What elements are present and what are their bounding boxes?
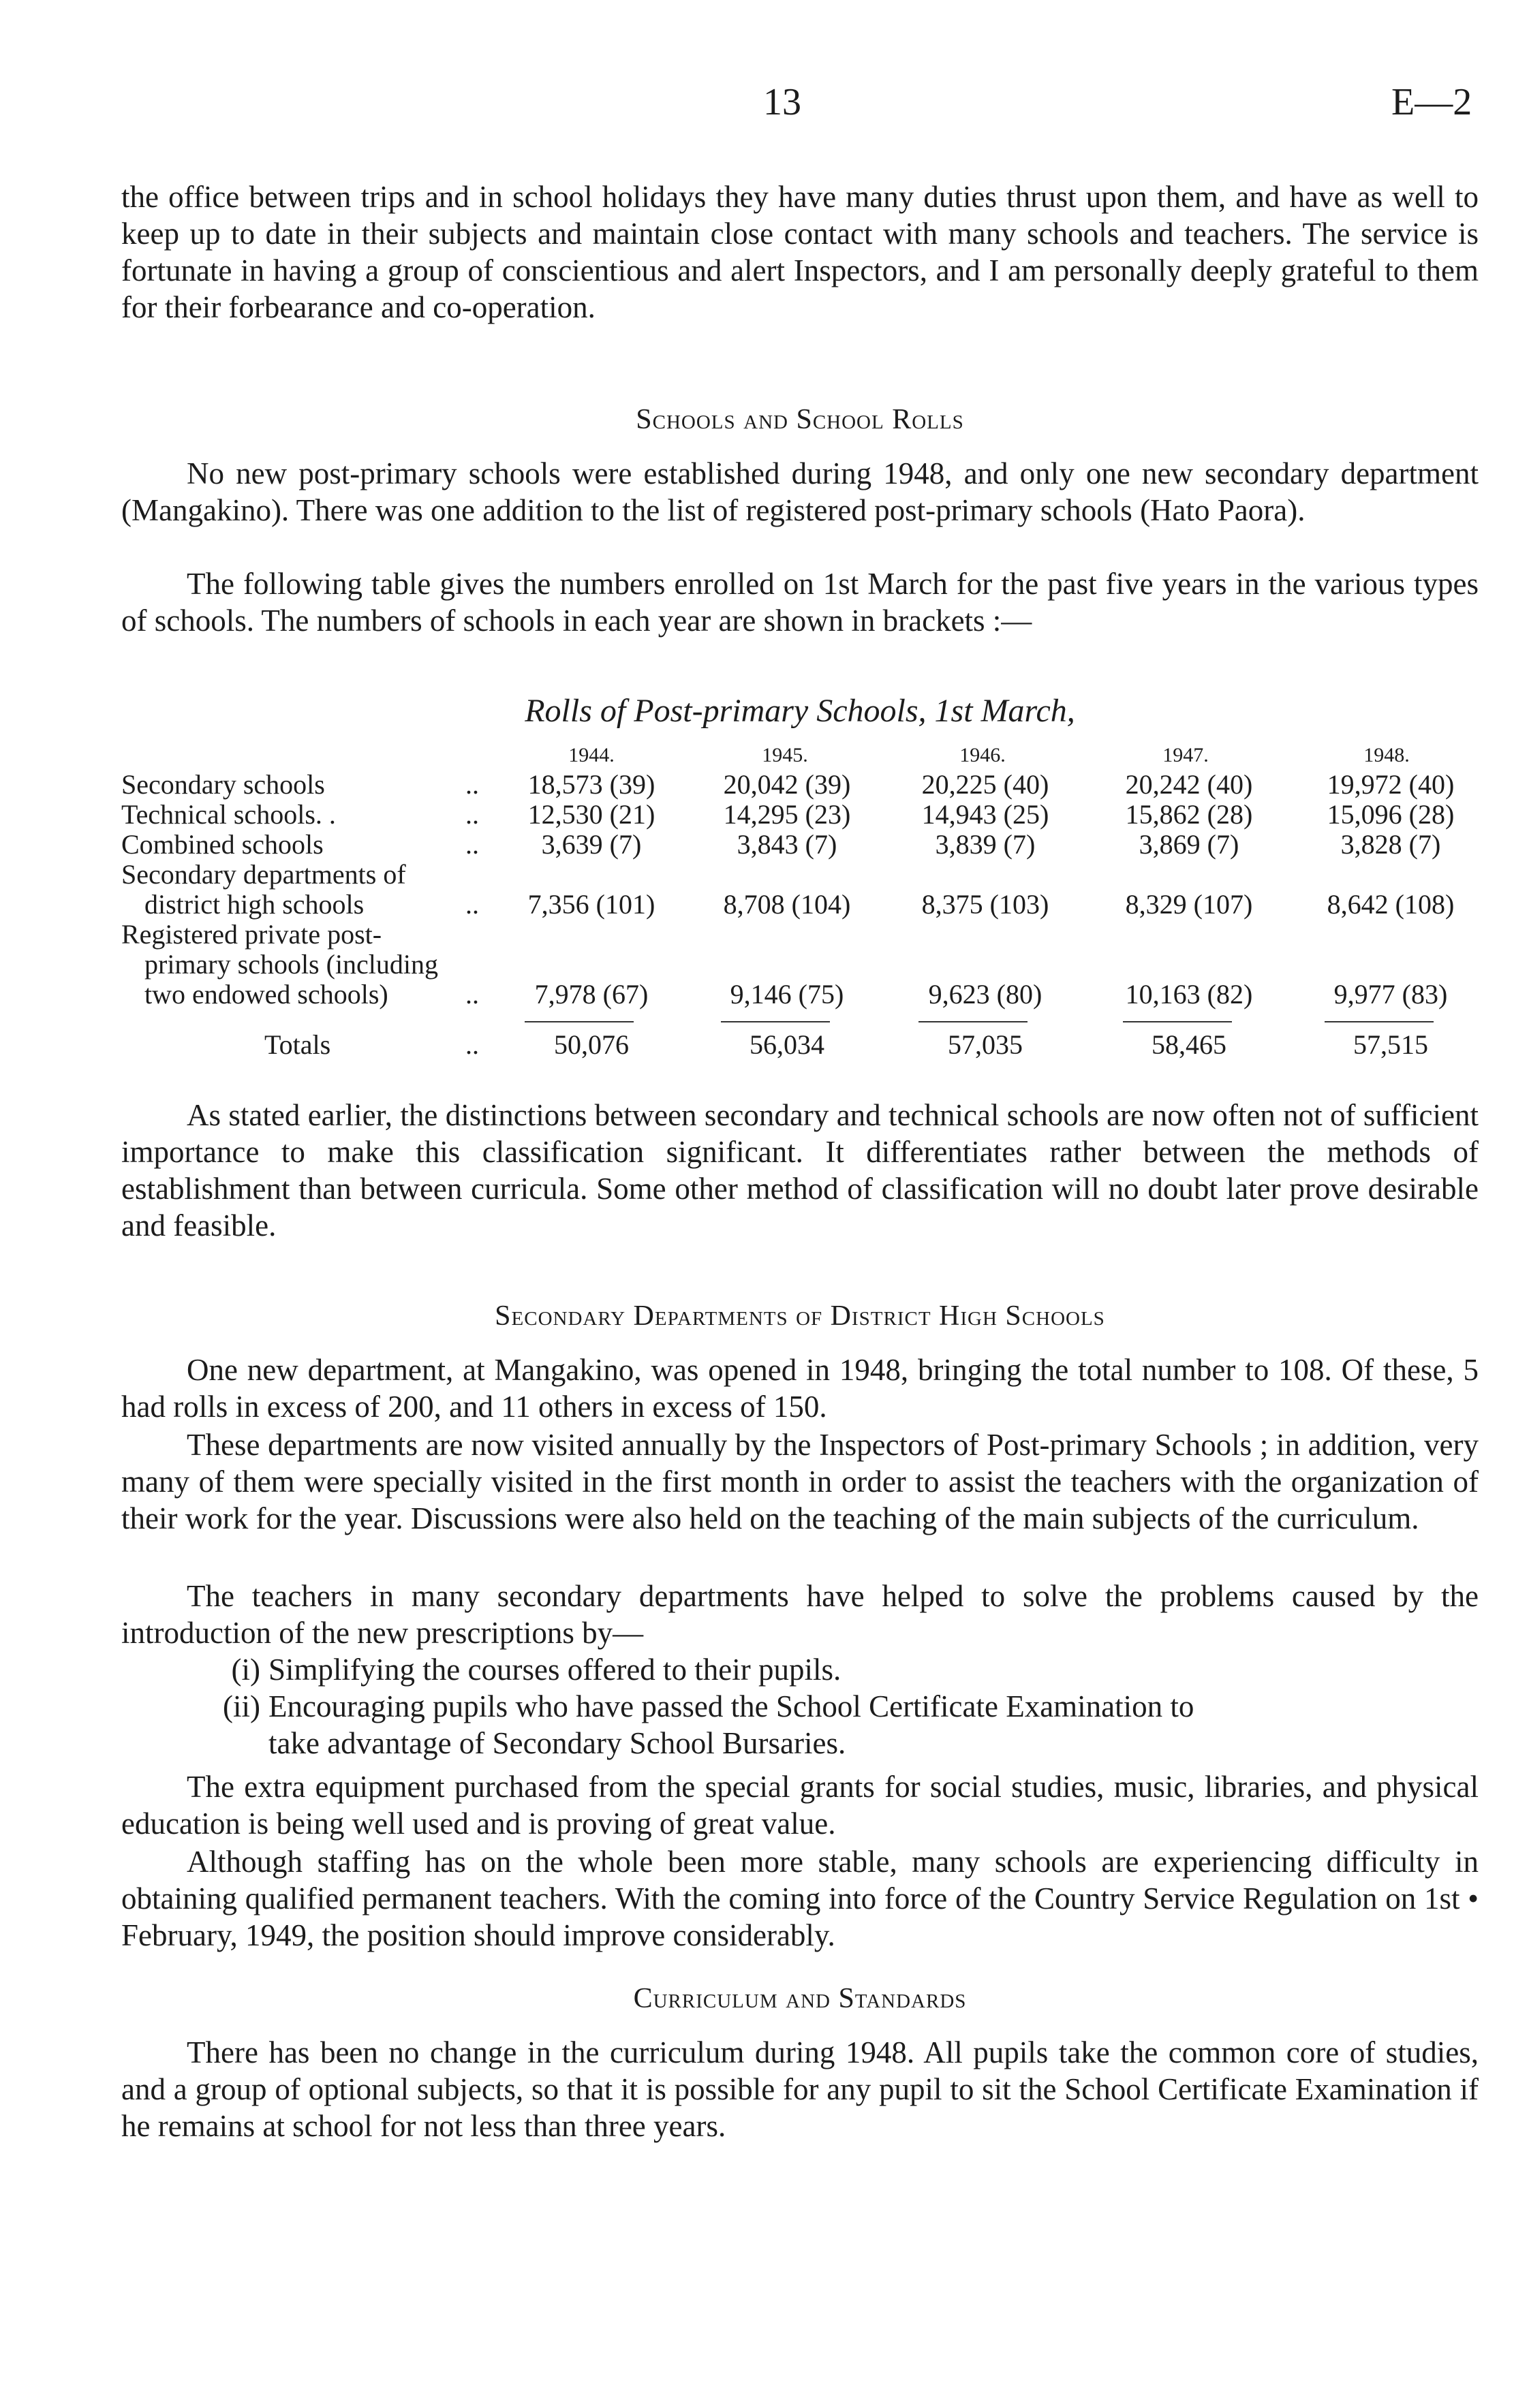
list-item-number: (i): [231, 1653, 260, 1687]
cell: 15,862 (28): [1125, 799, 1253, 830]
cell: 3,639 (7): [541, 829, 642, 860]
paragraph: There has been no change in the curriculum during 1948. All pupils take the common core of studies, and a group of optional subjects, so that it is possible for any pupil to sit the School Certificate Examination if he remains at school for not less than three years.: [121, 2035, 1479, 2143]
table-row: [121, 920, 1484, 1010]
leader-dots: ..: [465, 769, 479, 800]
row-label: Combined schools: [121, 829, 324, 860]
row-label: primary schools (including: [144, 949, 439, 980]
table-row: [121, 830, 1484, 860]
cell: 8,329 (107): [1125, 889, 1253, 920]
section-heading-secondary-departments: Secondary Departments of District High Schools: [495, 1300, 1105, 1332]
cell: 7,978 (67): [534, 979, 649, 1010]
cell: 8,642 (108): [1327, 889, 1455, 920]
cell: 3,828 (7): [1340, 829, 1441, 860]
row-label: Registered private post-: [121, 919, 382, 950]
paragraph: These departments are now visited annually by the Inspectors of Post-primary Schools ; in addition, very many of them were specially visited in the first month in order to assist the teachers with the organization of their work for the year. Discussions were also held on the teaching of the main subjects of the curriculum.: [121, 1428, 1479, 1535]
cell: 15,096 (28): [1327, 799, 1455, 830]
table-row: [121, 800, 1484, 830]
intro-paragraph: the office between trips and in school holidays they have many duties thrust upon them, and have as well to keep up to date in their subjects and maintain close contact with many schools and teachers. The service is fortunate in having a group of conscientious and alert Inspectors, and I am personally deeply grateful to them for their forbearance and co-operation.: [121, 180, 1479, 324]
total-rule: [918, 1021, 1028, 1022]
cell: 18,573 (39): [527, 769, 655, 800]
year-header: 1947.: [1162, 744, 1209, 766]
cell: 56,034: [750, 1029, 824, 1060]
cell: 3,839 (7): [935, 829, 1036, 860]
paragraph: As stated earlier, the distinctions between secondary and technical schools are now often not of sufficient importance to make this classification significant. It differentiates rather between the methods of establishment than between curricula. Some other method of classification will no doubt later prove desirable and feasible.: [121, 1098, 1479, 1242]
cell: 10,163 (82): [1125, 979, 1253, 1010]
page-number: 13: [763, 81, 801, 123]
row-label: district high schools: [144, 889, 365, 920]
cell: 50,076: [554, 1029, 629, 1060]
cell: 7,356 (101): [527, 889, 655, 920]
cell: 20,042 (39): [723, 769, 851, 800]
cell: 14,943 (25): [921, 799, 1049, 830]
year-header: 1946.: [959, 744, 1006, 766]
list-item-text: Simplifying the courses offered to their pupils.: [268, 1653, 841, 1687]
cell: 57,515: [1353, 1029, 1428, 1060]
row-label: two endowed schools): [144, 979, 388, 1010]
table-row: [121, 770, 1484, 800]
table-row: [121, 860, 1484, 920]
row-label: Secondary schools: [121, 769, 325, 800]
total-rule: [1325, 1021, 1434, 1022]
section-heading-curriculum: Curriculum and Standards: [633, 1983, 967, 2014]
leader-dots: ..: [465, 889, 479, 920]
year-header: 1945.: [762, 744, 808, 766]
total-rule: [525, 1021, 634, 1022]
row-label: Secondary departments of: [121, 859, 406, 890]
list-item: [199, 1688, 1479, 1725]
cell: 3,843 (7): [737, 829, 837, 860]
paragraph: No new post-primary schools were established during 1948, and only one new secondary department (Mangakino). There was one addition to the list of registered post-primary schools (Hato Paora).: [121, 456, 1479, 527]
cell: 12,530 (21): [527, 799, 655, 830]
year-header: 1948.: [1363, 744, 1410, 766]
cell: 8,708 (104): [723, 889, 851, 920]
list-item-number: (ii): [223, 1689, 260, 1723]
paragraph: Although staffing has on the whole been more stable, many schools are experiencing difficulty in obtaining qualified permanent teachers. With the coming into force of the Country Service Regulation on 1st • February, 1949, the position should improve considerably.: [121, 1845, 1479, 1952]
paragraph: The extra equipment purchased from the special grants for social studies, music, libraries, and physical education is being well used and is proving of great value.: [121, 1770, 1479, 1841]
cell: 57,035: [948, 1029, 1023, 1060]
list-item-continuation: take advantage of Secondary School Bursaries.: [268, 1726, 846, 1760]
cell: 3,869 (7): [1139, 829, 1239, 860]
leader-dots: ..: [465, 1029, 479, 1060]
list-item: [199, 1651, 1479, 1688]
row-label: Technical schools. .: [121, 799, 336, 830]
total-rule: [1123, 1021, 1232, 1022]
table-totals-row: [121, 1030, 1484, 1060]
table-title: Rolls of Post-primary Schools, 1st March,: [525, 693, 1075, 729]
cell: 8,375 (103): [921, 889, 1049, 920]
totals-label: Totals: [264, 1029, 331, 1060]
paragraph: The following table gives the numbers enrolled on 1st March for the past five years in the various types of schools. The numbers of schools in each year are shown in brackets :—: [121, 567, 1479, 638]
cell: 14,295 (23): [723, 799, 851, 830]
cell: 20,225 (40): [921, 769, 1049, 800]
leader-dots: ..: [465, 979, 479, 1010]
cell: 9,146 (75): [730, 979, 844, 1010]
cell: 19,972 (40): [1327, 769, 1455, 800]
cell: 9,623 (80): [928, 979, 1042, 1010]
leader-dots: ..: [465, 799, 479, 830]
cell: 9,977 (83): [1333, 979, 1448, 1010]
section-heading-schools-rolls: Schools and School Rolls: [636, 404, 964, 435]
document-reference: E—2: [1391, 81, 1472, 123]
year-header: 1944.: [568, 744, 615, 766]
cell: 58,465: [1152, 1029, 1226, 1060]
total-rule: [721, 1021, 830, 1022]
table-year-headers: [0, 744, 1529, 771]
list-item-text: Encouraging pupils who have passed the School Certificate Examination to: [268, 1689, 1194, 1723]
paragraph: The teachers in many secondary departments have helped to solve the problems caused by the introduction of the new prescriptions by—: [121, 1579, 1479, 1650]
cell: 20,242 (40): [1125, 769, 1253, 800]
leader-dots: ..: [465, 829, 479, 860]
paragraph: One new department, at Mangakino, was opened in 1948, bringing the total number to 108. Of these, 5 had rolls in excess of 200, and 11 others in excess of 150.: [121, 1353, 1479, 1424]
